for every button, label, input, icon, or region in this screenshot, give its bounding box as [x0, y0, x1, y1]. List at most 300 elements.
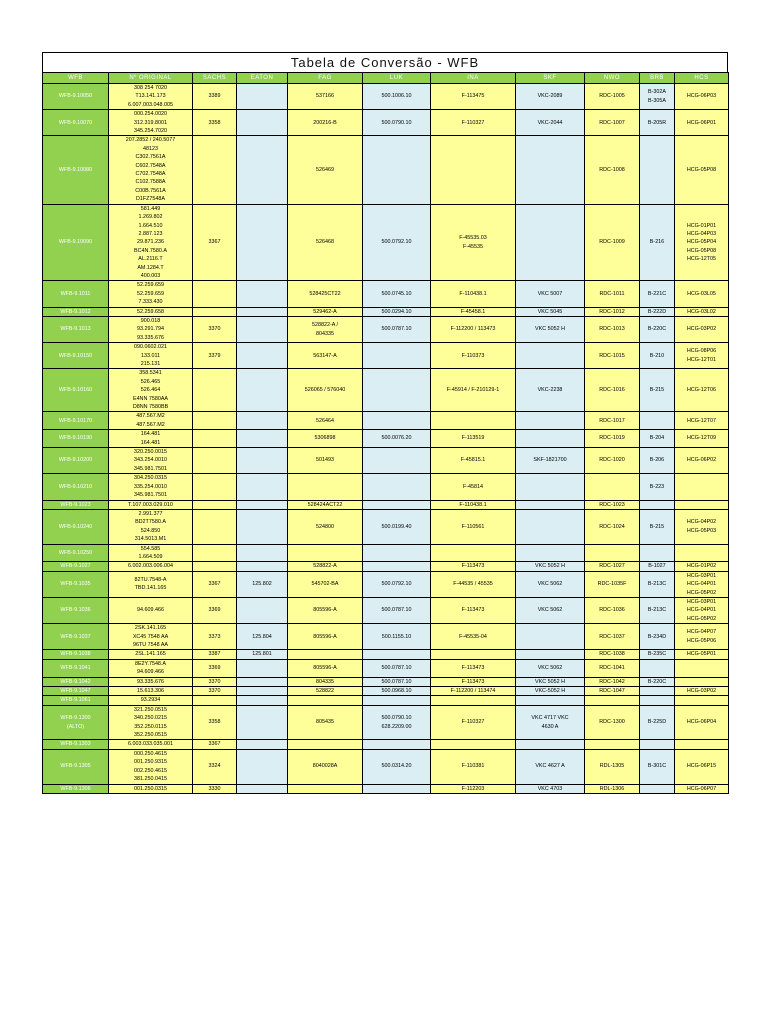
cell-skf [516, 110, 585, 136]
cell-line: VKC-2238 [537, 387, 563, 394]
column-header: LUK [363, 73, 431, 84]
cell-eaton [237, 677, 288, 686]
cell-fag [288, 650, 363, 659]
cell-line: 52.259.658 [137, 308, 164, 315]
cell-nwo [585, 430, 640, 448]
cell-sachs [193, 624, 237, 650]
cell-line: D8NN 7580BB [132, 404, 169, 411]
cell-skf [516, 343, 585, 369]
cell-line: SKF-1821700 [533, 457, 567, 464]
cell-brb [640, 544, 675, 562]
cell-ina [431, 281, 516, 307]
cell-nwo [585, 696, 640, 705]
cell-line: 52.259.659 [137, 290, 164, 297]
cell-wfb [43, 474, 109, 500]
cell-brb [640, 650, 675, 659]
cell-line: F-112200 / 113473 [450, 326, 496, 333]
cell-line: HCG-06P04 [686, 719, 717, 726]
table-row [43, 784, 729, 793]
cell-skf [516, 597, 585, 623]
cell-luk [363, 316, 431, 342]
cell-luk [363, 430, 431, 448]
cell-original [109, 544, 193, 562]
cell-wfb [43, 696, 109, 705]
cell-original [109, 624, 193, 650]
table-row [43, 687, 729, 696]
cell-wfb [43, 650, 109, 659]
table-row [43, 624, 729, 650]
cell-fag [288, 677, 363, 686]
cell-ina [431, 544, 516, 562]
cell-original [109, 136, 193, 204]
cell-wfb [43, 84, 109, 110]
cell-line: 3387 [208, 651, 221, 658]
cell-original [109, 571, 193, 597]
cell-luk [363, 784, 431, 793]
cell-wfb [43, 740, 109, 749]
cell-ina [431, 705, 516, 740]
cell-sachs [193, 544, 237, 562]
cell-brb [640, 571, 675, 597]
cell-luk [363, 650, 431, 659]
cell-sachs [193, 343, 237, 369]
cell-line: B-204 [649, 435, 665, 442]
cell-line: B-210 [649, 352, 665, 359]
cell-nwo [585, 705, 640, 740]
cell-nwo [585, 650, 640, 659]
cell-line: HCG-08P06 [686, 348, 717, 355]
cell-eaton [237, 509, 288, 544]
cell-skf [516, 84, 585, 110]
cell-nwo [585, 110, 640, 136]
cell-wfb [43, 136, 109, 204]
cell-hcs [675, 597, 729, 623]
cell-line: 6.003.033.035.001 [128, 741, 173, 748]
cell-line: WFB-9.10090 [58, 239, 93, 246]
cell-line: RDC-1020 [599, 457, 625, 464]
cell-skf [516, 740, 585, 749]
cell-original [109, 650, 193, 659]
cell-line: RDC-1013 [599, 326, 625, 333]
cell-original [109, 448, 193, 474]
cell-line: RDC-1009 [599, 239, 625, 246]
cell-sachs [193, 784, 237, 793]
cell-line: 554.585 [140, 545, 161, 552]
cell-line: 125.801 [252, 651, 272, 658]
cell-line: WFB-9.1012 [60, 308, 91, 315]
cell-ina [431, 784, 516, 793]
cell-line: WFB-9.10240 [58, 523, 93, 530]
cell-sachs [193, 369, 237, 412]
cell-line: HCG-05P02 [686, 615, 717, 622]
cell-luk [363, 749, 431, 784]
cell-line: RDC-1024 [599, 523, 625, 530]
cell-wfb [43, 687, 109, 696]
cell-line: 526468 [316, 239, 334, 246]
cell-skf [516, 316, 585, 342]
cell-line: WFB-9.1013 [60, 326, 91, 333]
cell-hcs [675, 740, 729, 749]
cell-line: WFB-9.1042 [60, 678, 91, 685]
cell-brb [640, 677, 675, 686]
cell-line: 335.254.0010 [134, 483, 167, 490]
cell-luk [363, 696, 431, 705]
cell-wfb [43, 448, 109, 474]
cell-skf [516, 500, 585, 509]
cell-ina [431, 740, 516, 749]
cell-line: VKC 5062 [537, 607, 563, 614]
cell-original [109, 430, 193, 448]
cell-fag [288, 281, 363, 307]
cell-luk [363, 307, 431, 316]
cell-skf [516, 448, 585, 474]
cell-wfb [43, 412, 109, 430]
cell-skf [516, 136, 585, 204]
cell-line: WFB-9.1011 [60, 290, 91, 297]
cell-line: VKC 5052 H [535, 563, 565, 570]
cell-wfb [43, 430, 109, 448]
cell-wfb [43, 749, 109, 784]
table-row [43, 650, 729, 659]
cell-line: HCG-04P01 [686, 607, 717, 614]
cell-brb [640, 343, 675, 369]
cell-line: RDC-1041 [599, 665, 625, 672]
cell-line: 343.254.0010 [134, 457, 167, 464]
cell-line: 001.250.0315 [134, 785, 167, 792]
cell-brb [640, 307, 675, 316]
cell-eaton [237, 687, 288, 696]
cell-fag [288, 412, 363, 430]
cell-hcs [675, 696, 729, 705]
cell-line: WFB-9.1036 [60, 607, 91, 614]
cell-ina [431, 316, 516, 342]
cell-line: WFB-9.1047 [60, 688, 91, 695]
cell-brb [640, 562, 675, 571]
column-header: BRB [640, 73, 675, 84]
cell-line: HCG-03P01 [686, 572, 717, 579]
cell-line: WFB-9.10190 [58, 435, 93, 442]
cell-wfb [43, 571, 109, 597]
cell-brb [640, 136, 675, 204]
table-row [43, 412, 729, 430]
cell-nwo [585, 562, 640, 571]
cell-line: 94.609.466 [137, 607, 164, 614]
cell-luk [363, 544, 431, 562]
cell-luk [363, 571, 431, 597]
cell-luk [363, 740, 431, 749]
cell-line: RDC-1037 [599, 633, 625, 640]
cell-line: F-112200 / 113474 [450, 688, 496, 695]
cell-line: VKC 5052 H [535, 678, 565, 685]
cell-sachs [193, 474, 237, 500]
column-header: FAG [288, 73, 363, 84]
cell-eaton [237, 316, 288, 342]
cell-line: RDC-1008 [599, 166, 625, 173]
cell-line: 3369 [208, 607, 221, 614]
column-header: NWO [585, 73, 640, 84]
table-row [43, 136, 729, 204]
cell-line: F-45458.1 [460, 308, 486, 315]
cell-skf [516, 204, 585, 281]
cell-hcs [675, 307, 729, 316]
cell-brb [640, 84, 675, 110]
page-title: Tabela de Conversão - WFB [42, 52, 728, 72]
cell-original [109, 500, 193, 509]
cell-sachs [193, 204, 237, 281]
cell-fag [288, 740, 363, 749]
cell-line: WFB-9.1023 [60, 501, 91, 508]
cell-eaton [237, 740, 288, 749]
cell-line: WFB-9.10150 [58, 352, 93, 359]
cell-brb [640, 474, 675, 500]
cell-luk [363, 677, 431, 686]
cell-line: 805596-A [313, 665, 337, 672]
cell-line: 000.254.0020 [134, 111, 167, 118]
cell-hcs [675, 430, 729, 448]
cell-line: 3367 [208, 581, 221, 588]
cell-line: HCG-06P03 [686, 93, 717, 100]
table-row [43, 749, 729, 784]
cell-hcs [675, 448, 729, 474]
cell-ina [431, 474, 516, 500]
cell-ina [431, 677, 516, 686]
cell-original [109, 705, 193, 740]
cell-line: 3367 [208, 741, 221, 748]
cell-original [109, 696, 193, 705]
cell-line: VKC 5007 [537, 290, 563, 297]
cell-line: 529462-A [313, 308, 337, 315]
cell-line: RDC-1023 [599, 501, 625, 508]
cell-hcs [675, 509, 729, 544]
cell-fag [288, 448, 363, 474]
table-row [43, 281, 729, 307]
cell-line: 2SK.141.165 [134, 625, 167, 632]
cell-eaton [237, 705, 288, 740]
cell-line: HCG-03P02 [686, 326, 717, 333]
table-row [43, 343, 729, 369]
table-row [43, 307, 729, 316]
cell-ina [431, 509, 516, 544]
table-row [43, 562, 729, 571]
cell-hcs [675, 204, 729, 281]
table-row [43, 659, 729, 677]
cell-line: 15.613.306 [137, 688, 164, 695]
cell-nwo [585, 136, 640, 204]
cell-skf [516, 659, 585, 677]
cell-fag [288, 749, 363, 784]
cell-nwo [585, 749, 640, 784]
cell-hcs [675, 110, 729, 136]
cell-luk [363, 500, 431, 509]
cell-hcs [675, 544, 729, 562]
cell-wfb [43, 677, 109, 686]
cell-hcs [675, 136, 729, 204]
cell-line: 3389 [208, 93, 221, 100]
cell-ina [431, 448, 516, 474]
cell-line: 500.0792.10 [381, 581, 412, 588]
cell-line: HCG-03P02 [686, 688, 717, 695]
cell-brb [640, 740, 675, 749]
cell-wfb [43, 110, 109, 136]
cell-fag [288, 307, 363, 316]
cell-sachs [193, 696, 237, 705]
cell-line: F-110381 [461, 763, 485, 770]
cell-line: HCG-06P01 [686, 119, 717, 126]
cell-line: 500.0787.10 [381, 665, 412, 672]
cell-line: WFB-9.10050 [58, 93, 93, 100]
cell-luk [363, 448, 431, 474]
cell-hcs [675, 624, 729, 650]
cell-line: 804335 [316, 678, 334, 685]
cell-hcs [675, 749, 729, 784]
table-row [43, 474, 729, 500]
cell-nwo [585, 343, 640, 369]
cell-sachs [193, 509, 237, 544]
cell-line: 805435 [316, 719, 334, 726]
cell-line: 381.250.0415 [134, 776, 167, 783]
cell-original [109, 677, 193, 686]
cell-line: B-1027 [648, 563, 666, 570]
cell-fag [288, 784, 363, 793]
cell-line: C602.7548A [135, 162, 166, 169]
cell-line: 29.871.236 [137, 239, 164, 246]
cell-line: 52.259.659 [137, 282, 164, 289]
cell-line: WFB-9.1303 [60, 741, 91, 748]
cell-line: 563147-A [313, 352, 337, 359]
cell-nwo [585, 571, 640, 597]
cell-original [109, 307, 193, 316]
cell-brb [640, 204, 675, 281]
column-header: Nº ORIGINAL [109, 73, 193, 84]
cell-wfb [43, 544, 109, 562]
cell-line: HCG-04P07 [686, 629, 717, 636]
cell-sachs [193, 500, 237, 509]
cell-line: 5306898 [314, 435, 336, 442]
cell-line: HCG-12T06 [686, 387, 717, 394]
cell-ina [431, 571, 516, 597]
cell-nwo [585, 412, 640, 430]
cell-wfb [43, 307, 109, 316]
cell-line: B-234D [647, 633, 667, 640]
cell-skf [516, 544, 585, 562]
cell-fag [288, 544, 363, 562]
cell-line: B-220C [647, 678, 667, 685]
cell-sachs [193, 136, 237, 204]
cell-line: WFB-9.10160 [58, 387, 93, 394]
table-row [43, 500, 729, 509]
cell-original [109, 110, 193, 136]
cell-line: HCG-06P07 [686, 785, 717, 792]
cell-fag [288, 204, 363, 281]
cell-eaton [237, 696, 288, 705]
cell-fag [288, 687, 363, 696]
cell-line: WFB-9.1035 [60, 581, 91, 588]
cell-line: HCG-03L02 [687, 308, 716, 315]
cell-line: 308 254 7020 [134, 85, 167, 91]
cell-sachs [193, 571, 237, 597]
cell-sachs [193, 740, 237, 749]
cell-skf [516, 509, 585, 544]
cell-sachs [193, 84, 237, 110]
cell-line: C102.7588A [135, 179, 166, 186]
cell-sachs [193, 281, 237, 307]
cell-eaton [237, 448, 288, 474]
cell-nwo [585, 204, 640, 281]
cell-hcs [675, 687, 729, 696]
cell-line: HCG-03P01 [686, 598, 717, 605]
cell-line: HCG-01P01 [686, 222, 717, 229]
cell-line: 526464 [316, 417, 334, 424]
cell-ina [431, 650, 516, 659]
cell-luk [363, 136, 431, 204]
table-row [43, 204, 729, 281]
cell-line: 352.250.0515 [134, 732, 167, 739]
cell-line: BC4N.7580.A [134, 247, 167, 254]
cell-hcs [675, 705, 729, 740]
cell-line: 001.250.9315 [134, 759, 167, 766]
cell-line: 500.0792.10 [381, 239, 412, 246]
cell-line: 500.0745.10 [381, 290, 412, 297]
cell-skf [516, 474, 585, 500]
cell-sachs [193, 412, 237, 430]
cell-line: WFB-9.10070 [58, 119, 93, 126]
cell-line: 3324 [208, 763, 221, 770]
cell-line: B-215 [649, 387, 665, 394]
cell-brb [640, 412, 675, 430]
cell-ina [431, 136, 516, 204]
cell-luk [363, 281, 431, 307]
cell-line: WFB-9.1027 [60, 563, 91, 570]
cell-line: 002.250.4615 [134, 767, 167, 774]
table-row [43, 740, 729, 749]
cell-line: RDL-1306 [599, 785, 625, 792]
cell-line: F-113473 [461, 678, 485, 685]
cell-original [109, 687, 193, 696]
cell-sachs [193, 316, 237, 342]
cell-luk [363, 343, 431, 369]
cell-line: 487.567.M2 [136, 413, 165, 420]
cell-line: 524.850 [140, 527, 161, 534]
cell-line: WFB-9.1061 [60, 697, 91, 704]
cell-ina [431, 500, 516, 509]
cell-line: 8E2Y.7548.A [134, 660, 167, 667]
column-header: SKF [516, 73, 585, 84]
cell-line: F-45814 [462, 483, 484, 490]
cell-line: 090.0602.021 [134, 344, 167, 351]
cell-ina [431, 659, 516, 677]
cell-eaton [237, 110, 288, 136]
cell-hcs [675, 784, 729, 793]
cell-luk [363, 597, 431, 623]
cell-skf [516, 307, 585, 316]
cell-line: F-45535-04 [459, 633, 487, 640]
cell-line: RDC-1035F [597, 581, 627, 588]
cell-original [109, 204, 193, 281]
cell-line: RDC-1038 [599, 651, 625, 658]
cell-line: HCG-01P02 [686, 563, 717, 570]
cell-line: VKC-2089 [537, 93, 563, 100]
cell-line: B-216 [649, 239, 665, 246]
cell-line: HCG-12T05 [686, 256, 717, 263]
cell-line: B-305A [648, 97, 666, 104]
cell-line: 2.991.377 [138, 510, 163, 517]
cell-line: 125.804 [252, 633, 272, 640]
cell-line: HCG-12T09 [686, 435, 717, 442]
cell-line: 3369 [208, 665, 221, 672]
cell-line: T13.141.173 [135, 93, 166, 100]
cell-line: (ALTO) [66, 723, 85, 730]
cell-brb [640, 597, 675, 623]
